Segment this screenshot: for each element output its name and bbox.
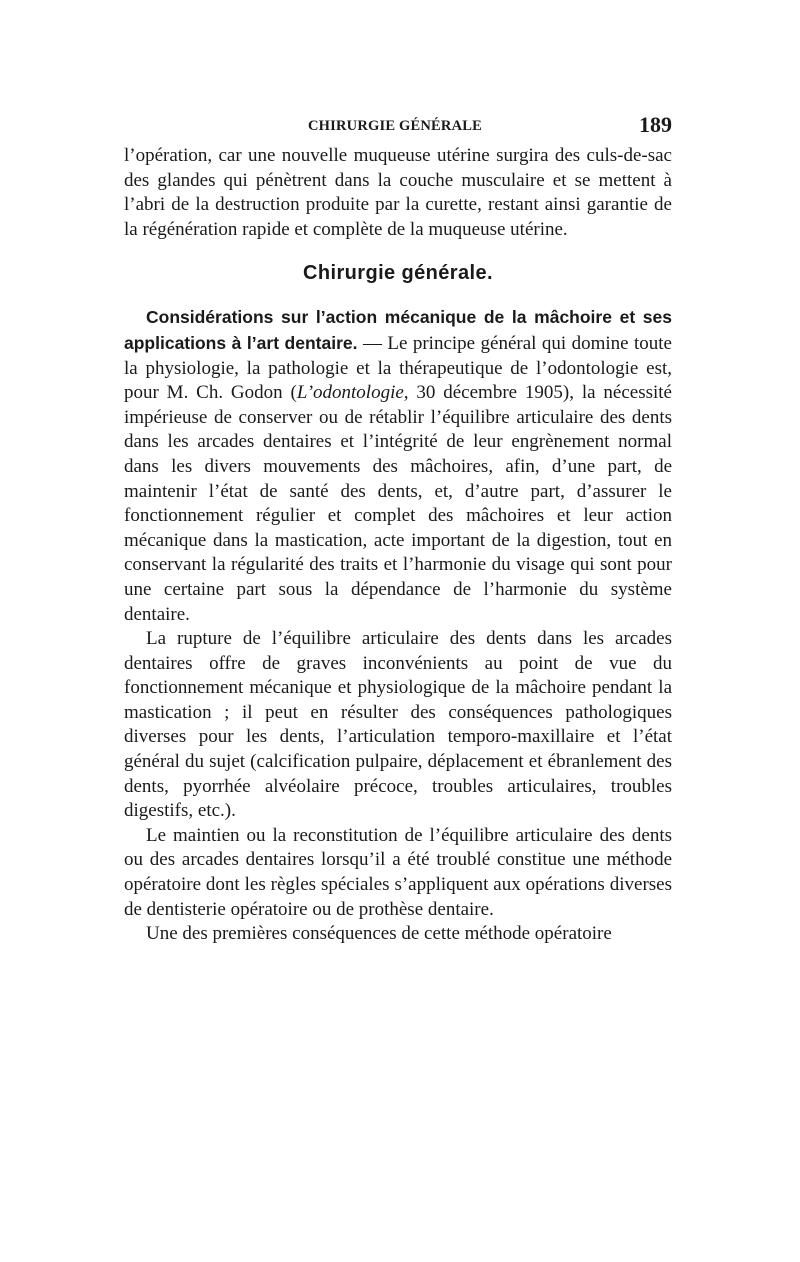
running-header (124, 112, 672, 142)
paragraph-consequences: Une des premières conséquences de cette méthode opératoire (146, 923, 612, 945)
journal-title: L’odontologie (296, 382, 404, 404)
paragraph-maintien: Le maintien ou la reconstitution de l’équilibre articulaire des dents ou des arcades dentaires lorsqu’il a été troublé constitue une méthode opératoire dont les règles spéciales s’appliquent aux opérations diverses de dentisterie opératoire ou de prothèse dentaire. (124, 824, 672, 920)
paragraph-rupture: La rupture de l’équilibre articulaire des dents dans les arcades dentaires offre de graves inconvénients au point de vue du fonctionnement mécanique et physiologique de la mâchoire pendant la mastication ; il peut en résulter des conséquences pathologiques diverses pour les dents, l’articulation temporo-maxillaire et l’état général du sujet (calcification pulpaire, déplacement et ébranlement des dents, pyorrhée alvéolaire précoce, troubles articulaires, troubles digestifs, etc.). (124, 628, 672, 822)
section-title: Chirurgie générale. (303, 262, 493, 285)
page-number: 189 (639, 112, 672, 137)
article-lead-title: Considérations sur l’action mécanique de la mâchoire et ses applications à l’art dentaire. (124, 307, 672, 353)
article-text-after-journal: , 30 décembre 1905), la nécessité impérieuse de conserver ou de rétablir l’équilibre articulaire des dents dans les arcades dentaires et l’intégrité de leur engrènement normal dans les divers mouvements des mâchoires, afin, d’une part, de maintenir l’état de santé des dents, et, d’autre part, d’assurer le fonctionnement régulier et complet des mâchoires et leur action mécanique dans la mastication, acte important de la digestion, tout en conservant la régularité des traits et l’harmonie du visage qui sont pour une certaine part sous la dépendance de l’harmonie du système dentaire. (124, 382, 672, 625)
book-page (124, 112, 672, 947)
article-text-before-journal: — Le principe général qui domine toute la physiologie, la pathologie et la thérapeutique de l’odontologie est, pour M. Ch. Godon ( (124, 332, 672, 404)
article-paragraph (124, 305, 672, 627)
intro-paragraph: l’opération, car une nouvelle muqueuse utérine surgira des culs-de-sac des glandes qui pénètrent dans la couche musculaire et se mettent à l’abri de la destruction produite par la curette, restant ainsi garantie de la régénération rapide et complète de la muqueuse utérine. (124, 145, 672, 240)
running-title: CHIRURGIE GÉNÉRALE (308, 118, 483, 134)
